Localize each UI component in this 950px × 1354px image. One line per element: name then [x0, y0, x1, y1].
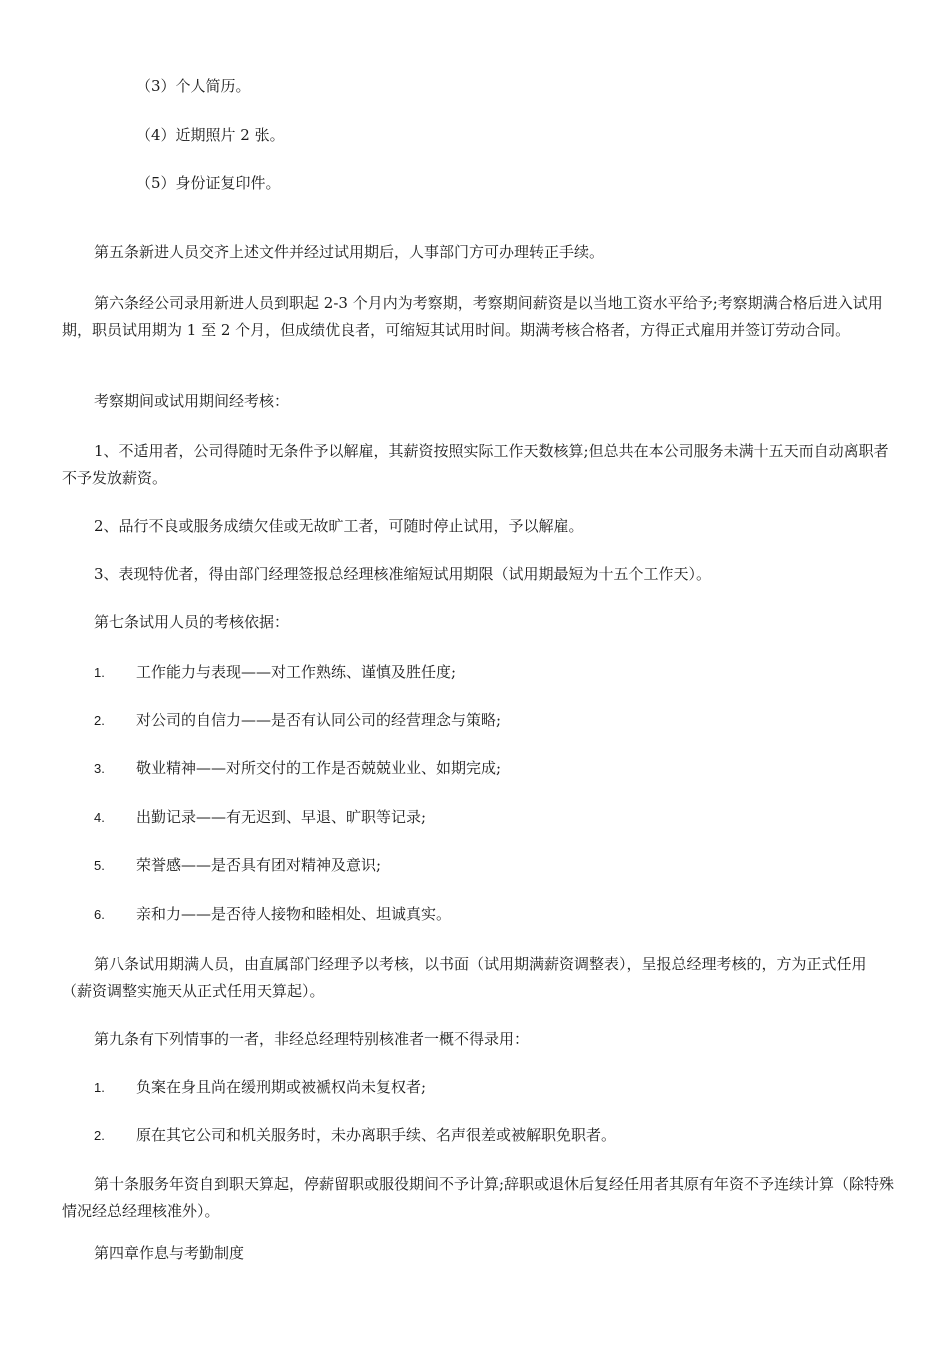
- exam-heading: 考察期间或试用期间经考核：: [94, 392, 290, 410]
- list-number: 2.: [94, 713, 105, 728]
- list-text: 出勤记录——有无迟到、早退、旷职等记录;: [136, 808, 427, 826]
- intro-item-5: （5）身份证复印件。: [136, 174, 281, 192]
- list-text: 负案在身且尚在缓刑期或被褫权尚未复权者;: [136, 1078, 427, 1096]
- list-text: 荣誉感——是否具有团对精神及意识;: [136, 856, 382, 874]
- list-number: 4.: [94, 810, 105, 825]
- list-text: 敬业精神——对所交付的工作是否兢兢业业、如期完成;: [136, 759, 502, 777]
- chapter-4-heading: 第四章作息与考勤制度: [94, 1244, 245, 1262]
- list-text: 亲和力——是否待人接物和睦相处、坦诚真实。: [136, 905, 452, 923]
- article-6: 第六条经公司录用新进人员到职起 2-3 个月内为考察期，考察期间薪资是以当地工资水平给予;考察期满合格后进入试用期，职员试用期为 1 至 2 个月，但成绩优良者，可缩短其试用时间。期满考核合格者，方得正式雇用并签订劳动合同。: [62, 294, 883, 339]
- list-text: 工作能力与表现——对工作熟练、谨慎及胜任度;: [136, 663, 457, 681]
- article-5: 第五条新进人员交齐上述文件并经过试用期后，人事部门方可办理转正手续。: [94, 243, 605, 261]
- list-number: 5.: [94, 858, 105, 873]
- article-9: 第九条有下列情事的一者，非经总经理特别核准者一概不得录用：: [94, 1030, 530, 1048]
- exam-item-1: 1、不适用者，公司得随时无条件予以解雇，其薪资按照实际工作天数核算;但总共在本公司服务未满十五天而自动离职者不予发放薪资。: [62, 442, 889, 487]
- list-text: 对公司的自信力——是否有认同公司的经营理念与策略;: [136, 711, 502, 729]
- article-8: 第八条试用期满人员，由直属部门经理予以考核，以书面（试用期满薪资调整表），呈报总经理考核的，方为正式任用（薪资调整实施天从正式任用天算起）。: [62, 955, 867, 1000]
- list-text: 原在其它公司和机关服务时，未办离职手续、名声很差或被解职免职者。: [136, 1126, 617, 1144]
- exam-item-3: 3、表现特优者，得由部门经理签报总经理核准缩短试用期限（试用期最短为十五个工作天）。: [94, 565, 712, 583]
- list-number: 2.: [94, 1128, 105, 1143]
- list-number: 1.: [94, 1080, 105, 1095]
- article-10: 第十条服务年资自到职天算起，停薪留职或服役期间不予计算;辞职或退休后复经任用者其原有年资不予连续计算（除特殊情况经总经理核准外）。: [62, 1175, 895, 1220]
- list-number: 1.: [94, 665, 105, 680]
- intro-item-4: （4）近期照片 2 张。: [136, 126, 285, 144]
- article-7: 第七条试用人员的考核依据：: [94, 613, 290, 631]
- intro-item-3: （3）个人简历。: [136, 77, 251, 95]
- list-number: 6.: [94, 907, 105, 922]
- list-number: 3.: [94, 761, 105, 776]
- exam-item-2: 2、品行不良或服务成绩欠佳或无故旷工者，可随时停止试用，予以解雇。: [94, 517, 584, 535]
